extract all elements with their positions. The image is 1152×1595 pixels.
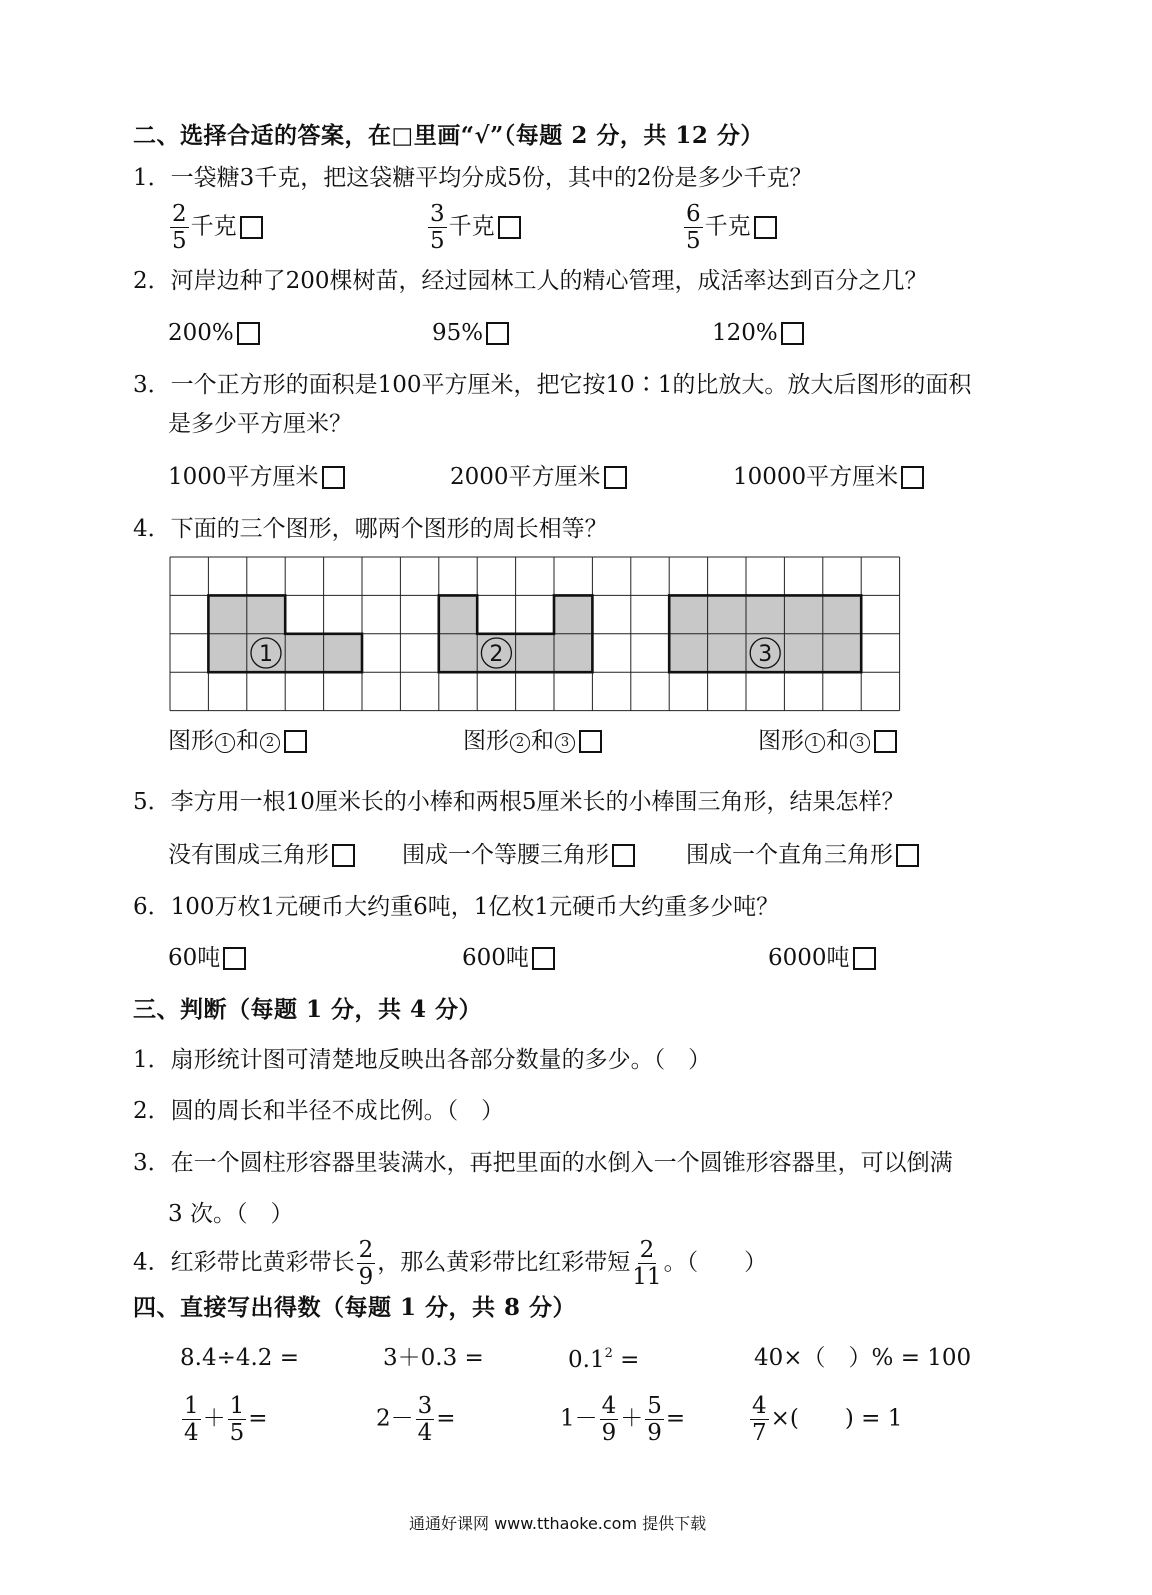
q4-option-c: 图形 1 和 3 [758,730,897,753]
fraction: $\frac{6}{5}$ [686,201,701,255]
answer-checkbox[interactable] [604,466,627,489]
q2-text: 2．河岸边种了200棵树苗，经过园林工人的精心管理，成活率达到百分之几？ [133,268,928,294]
calc-2: 3＋0.3 = [383,1345,484,1371]
calc-3: $0.1^2$ = [568,1346,640,1373]
q5-text: 5．李方用一根10厘米长的小棒和两根5厘米长的小棒围三角形，结果怎样？ [133,789,905,815]
fraction: $\frac{3}{5}$ [430,201,445,255]
answer-checkbox[interactable] [486,322,509,345]
fraction: $\frac{4}{7}$ [752,1393,767,1447]
answer-checkbox[interactable] [896,844,919,867]
answer-checkbox[interactable] [612,844,635,867]
q1-option-c: $\frac{6}{5}$ 千克 [682,202,777,253]
circled-number: 3 [850,733,870,753]
q2-option-a: 200% [168,322,260,345]
answer-checkbox[interactable] [237,322,260,345]
shape-label-2: 2 [489,642,504,667]
q4-option-a: 图形 1 和 2 [168,730,307,753]
calc-6: 2－ $\frac{3}{4}$ = [376,1393,456,1447]
judge-item-3-line2: 3 次。（ ） [168,1201,294,1227]
section3-heading: 三、判断（每题 1 分，共 4 分） [133,996,483,1023]
section4-heading: 四、直接写出得数（每题 1 分，共 8 分） [133,1294,577,1321]
fraction: $\frac{2}{11}$ [632,1237,662,1291]
q3-text-line1: 3．一个正方形的面积是100平方厘米，把它按10∶1的比放大。放大后图形的面积 [133,372,972,398]
judge-item-3-line1: 3．在一个圆柱形容器里装满水，再把里面的水倒入一个圆锥形容器里，可以倒满 [133,1150,953,1176]
answer-checkbox[interactable] [332,844,355,867]
perimeter-grid-figure [169,556,905,714]
circled-number: 2 [510,733,530,753]
shape-label-1: 1 [259,642,273,667]
fraction: $\frac{1}{5}$ [229,1393,245,1447]
fraction: $\frac{2}{5}$ [172,201,187,255]
fraction: $\frac{5}{9}$ [647,1393,662,1447]
q6-text: 6．100万枚1元硬币大约重6吨，1亿枚1元硬币大约重多少吨？ [133,894,780,920]
calc-8: $\frac{4}{7}$ ×( ) = 1 [752,1393,903,1447]
answer-checkbox[interactable] [532,947,555,970]
answer-checkbox[interactable] [874,730,897,753]
q1-text: 1．一袋糖3千克，把这袋糖平均分成5份，其中的2份是多少千克？ [133,165,813,191]
answer-checkbox[interactable] [322,466,345,489]
judge-item-1: 1．扇形统计图可清楚地反映出各部分数量的多少。（ ） [133,1047,712,1073]
answer-checkbox[interactable] [240,216,263,239]
answer-checkbox[interactable] [223,947,246,970]
q1-option-a: $\frac{2}{5}$ 千克 [168,202,263,253]
q3-option-c: 10000平方厘米 [733,466,924,489]
q6-option-c: 6000吨 [768,947,876,970]
q1-option-b: $\frac{3}{5}$ 千克 [426,202,521,253]
calc-7: 1－ $\frac{4}{9}$ ＋ $\frac{5}{9}$ = [560,1393,686,1447]
footer-source: 通通好课网 www.tthaoke.com 提供下载 [409,1514,707,1533]
q5-option-c: 围成一个直角三角形 [686,844,919,867]
q3-text-line2: 是多少平方厘米？ [168,411,352,437]
answer-checkbox[interactable] [781,322,804,345]
fraction: $\frac{4}{9}$ [601,1393,617,1447]
calc-1: 8.4÷4.2 = [180,1345,300,1371]
answer-checkbox[interactable] [853,947,876,970]
answer-checkbox[interactable] [498,216,521,239]
q2-option-c: 120% [712,322,804,345]
answer-checkbox[interactable] [284,730,307,753]
circled-number: 3 [555,733,575,753]
circled-number: 2 [260,733,280,753]
fraction: $\frac{1}{4}$ [184,1393,199,1447]
section2-heading: 二、选择合适的答案，在□里画“√”（每题 2 分，共 12 分） [133,122,764,149]
q2-option-b: 95% [432,322,509,345]
q4-option-b: 图形 2 和 3 [463,730,602,753]
q6-option-a: 60吨 [168,947,246,970]
fraction: $\frac{2}{9}$ [358,1237,374,1291]
q3-option-b: 2000平方厘米 [450,466,627,489]
q6-option-b: 600吨 [462,947,555,970]
answer-checkbox[interactable] [579,730,602,753]
answer-checkbox[interactable] [754,216,777,239]
answer-checkbox[interactable] [901,466,924,489]
q5-option-a: 没有围成三角形 [168,844,355,867]
q3-option-a: 1000平方厘米 [168,466,345,489]
fraction: $\frac{3}{4}$ [417,1393,433,1447]
calc-4: 40×（ ）% = 100 [754,1345,972,1371]
calc-5: $\frac{1}{4}$ ＋ $\frac{1}{5}$ = [184,1393,268,1447]
circled-number: 1 [805,733,825,753]
q5-option-b: 围成一个等腰三角形 [402,844,635,867]
judge-item-4: 4．红彩带比黄彩带长 $\frac{2}{9}$ ，那么黄彩带比红彩带短 $\frac{2}{11}$ 。（ ） [133,1237,768,1291]
shape-label-3: 3 [758,642,773,667]
q4-text: 4．下面的三个图形，哪两个图形的周长相等？ [133,516,608,542]
circled-number: 1 [215,733,235,753]
judge-item-2: 2．圆的周长和半径不成比例。（ ） [133,1098,505,1124]
